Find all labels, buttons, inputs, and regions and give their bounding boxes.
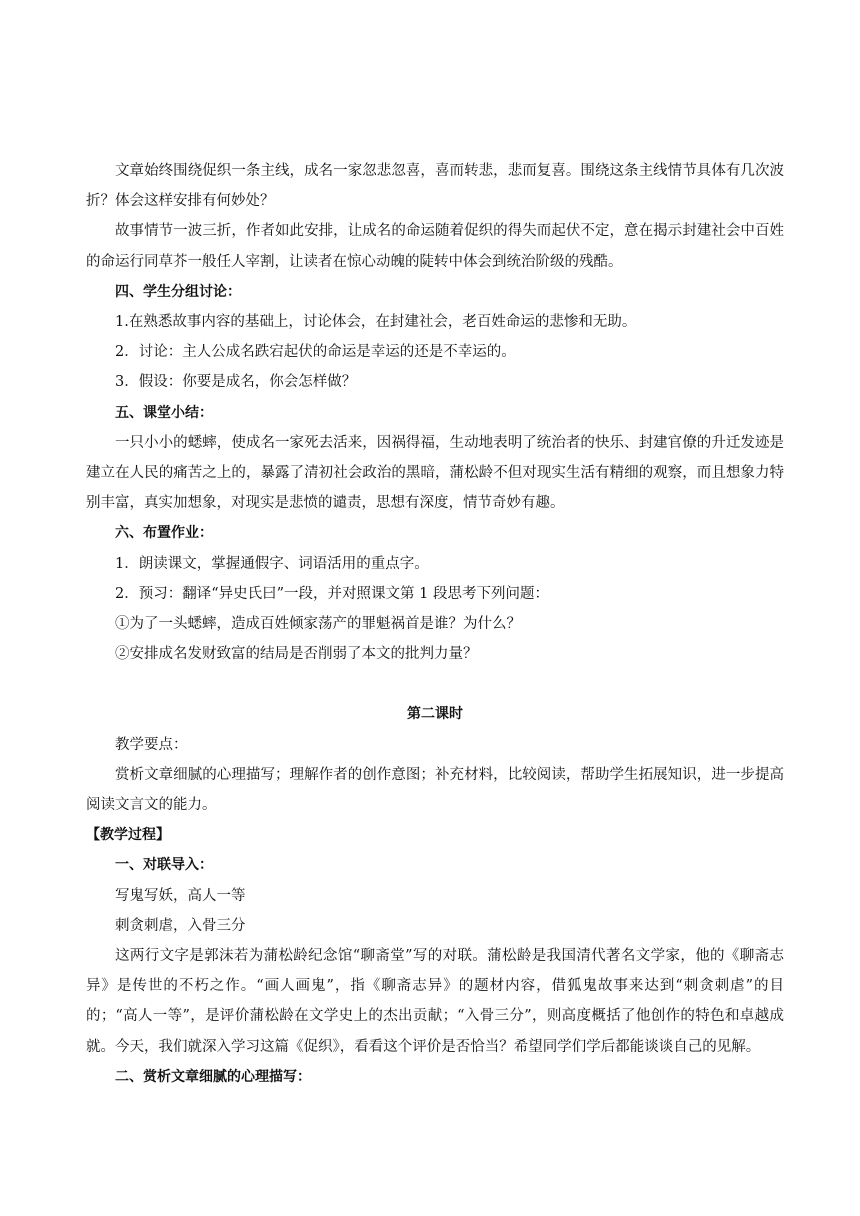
section-heading: 二、赏析文章细腻的心理描写： — [115, 1068, 311, 1085]
section-heading: 四、学生分组讨论： — [115, 283, 241, 300]
list-item: 2．讨论：主人公成名跌宕起伏的命运是幸运的还是不幸运的。 — [115, 344, 516, 361]
list-item: 2．预习：翻译“异史氏曰”一段，并对照课文第 1 段思考下列问题： — [115, 585, 549, 602]
section-heading: 一、对联导入： — [115, 857, 213, 874]
paragraph: 文章始终围绕促织一条主线，成名一家忽悲忽喜，喜而转悲，悲而复喜。围绕这条主线情节具体有几次波折？体会这样安排有何妙处？ — [86, 163, 784, 210]
paragraph: 这两行文字是郭沫若为蒲松龄纪念馆“聊斋堂”写的对联。蒲松龄是我国清代著名文学家，他的《聊斋志异》是传世的不朽之作。“画人画鬼”，指《聊斋志异》的题材内容，借狐鬼故事来达到“刺贪刺虐”的目的；“高人一等”，是评价蒲松龄在文学史上的杰出贡献；“入骨三分”，则高度概括了他创作的特色和卓越成就。今天，我们就深入学习这篇《促织》，看看这个评价是否恰当？希望同学们学后都能谈谈自己的见解。 — [86, 948, 784, 1055]
paragraph: 一只小小的蟋蟀，使成名一家死去活来，因祸得福，生动地表明了统治者的快乐、封建官僚的升迁发迹是建立在人民的痛苦之上的，暴露了清初社会政治的黑暗，蒲松龄不但对现实生活有精细的观察，而且想象力特别丰富，真实加想象，对现实是悲愤的谴责，思想有深度，情节奇妙有趣。 — [86, 434, 784, 512]
couplet-line: 写鬼写妖，高人一等 — [115, 887, 246, 904]
list-item: ②安排成名发财致富的结局是否削弱了本文的批判力量？ — [115, 646, 478, 663]
list-item: 1.在熟悉故事内容的基础上，讨论体会，在封建社会，老百姓命运的悲惨和无助。 — [115, 314, 637, 331]
list-item: ①为了一头蟋蟀，造成百姓倾家荡产的罪魁祸首是谁？为什么？ — [115, 616, 521, 633]
process-heading: 【教学过程】 — [86, 827, 170, 844]
document-body — [86, 156, 784, 1092]
list-item: 3．假设：你要是成名，你会怎样做？ — [115, 374, 357, 391]
paragraph: 故事情节一波三折，作者如此安排，让成名的命运随着促织的得失而起伏不定，意在揭示封建社会中百姓的命运行同草芥一般任人宰割，让读者在惊心动魄的陡转中体会到统治阶级的残酷。 — [86, 223, 784, 270]
goals-label: 教学要点： — [115, 736, 188, 753]
paragraph: 赏析文章细腻的心理描写；理解作者的创作意图；补充材料，比较阅读，帮助学生拓展知识，进一步提高阅读文言文的能力。 — [86, 766, 784, 814]
lesson-title: 第二课时 — [407, 706, 463, 723]
section-heading: 六、布置作业： — [115, 525, 213, 542]
list-item: 1．朗读课文，掌握通假字、词语活用的重点字。 — [115, 555, 429, 572]
section-heading: 五、课堂小结： — [115, 404, 213, 421]
spacer — [86, 669, 784, 699]
couplet-line: 刺贪刺虐，入骨三分 — [115, 917, 246, 934]
